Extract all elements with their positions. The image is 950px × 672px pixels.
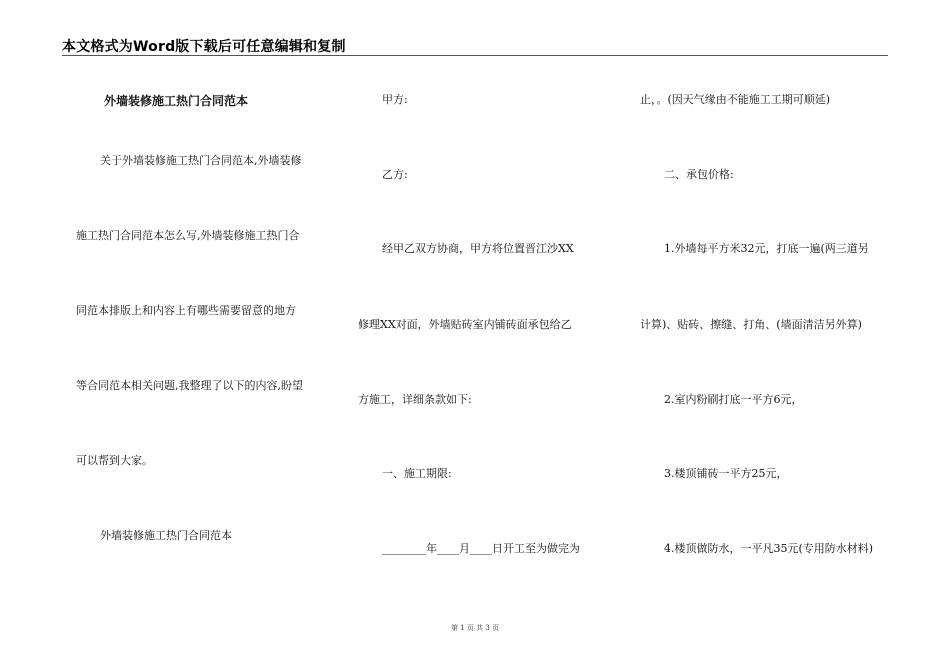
party-b-label: 乙方: [382,168,408,181]
paragraph-line: 关于外墙装修施工热门合同范本,外墙装修 [100,154,302,167]
paragraph-line: 计算)、贴砖、擦缝、打角、(墙面清洁另外算) [640,318,862,331]
section-heading: 二、承包价格: [664,168,734,181]
paragraph-line: ________年____月____日开工至为做完为 [382,542,580,555]
paragraph-line: 同范本排版上和内容上有哪些需要留意的地方 [76,304,296,317]
section-heading: 外墙装修施工热门合同范本 [100,529,232,542]
page-number: 第 1 页 共 3 页 [450,624,500,632]
paragraph-line: 可以帮到大家。 [76,454,153,467]
paragraph-line: 施工热门合同范本怎么写,外墙装修施工热门合 [76,229,300,242]
header-divider [62,55,888,56]
document-title: 外墙装修施工热门合同范本 [104,94,249,108]
paragraph-line: 2.室内粉刷打底一平方6元， [664,393,803,406]
paragraph-line: 4.楼顶做防水，一平凡35元(专用防水材料) [664,542,874,555]
party-a-label: 甲方: [382,93,408,106]
paragraph-line: 等合同范本相关问题,我整理了以下的内容,盼望 [76,379,303,392]
section-heading: 一、施工期限: [382,467,452,480]
document-banner: 本文格式为Word版下载后可任意编辑和复制 [62,39,346,55]
paragraph-line: 修理XX对面，外墙贴砖室内铺砖面承包给乙 [358,318,572,331]
paragraph-line: 经甲乙双方协商，甲方将位置晋江沙XX [382,242,574,255]
paragraph-line: 止，。(因天气缘由不能施工工期可顺延) [640,93,831,106]
paragraph-line: 1.外墙每平方米32元，打底一遍(两三道另 [664,242,869,255]
paragraph-line: 3.楼顶铺砖一平方25元， [664,467,788,480]
paragraph-line: 方施工，详细条款如下: [358,393,472,406]
